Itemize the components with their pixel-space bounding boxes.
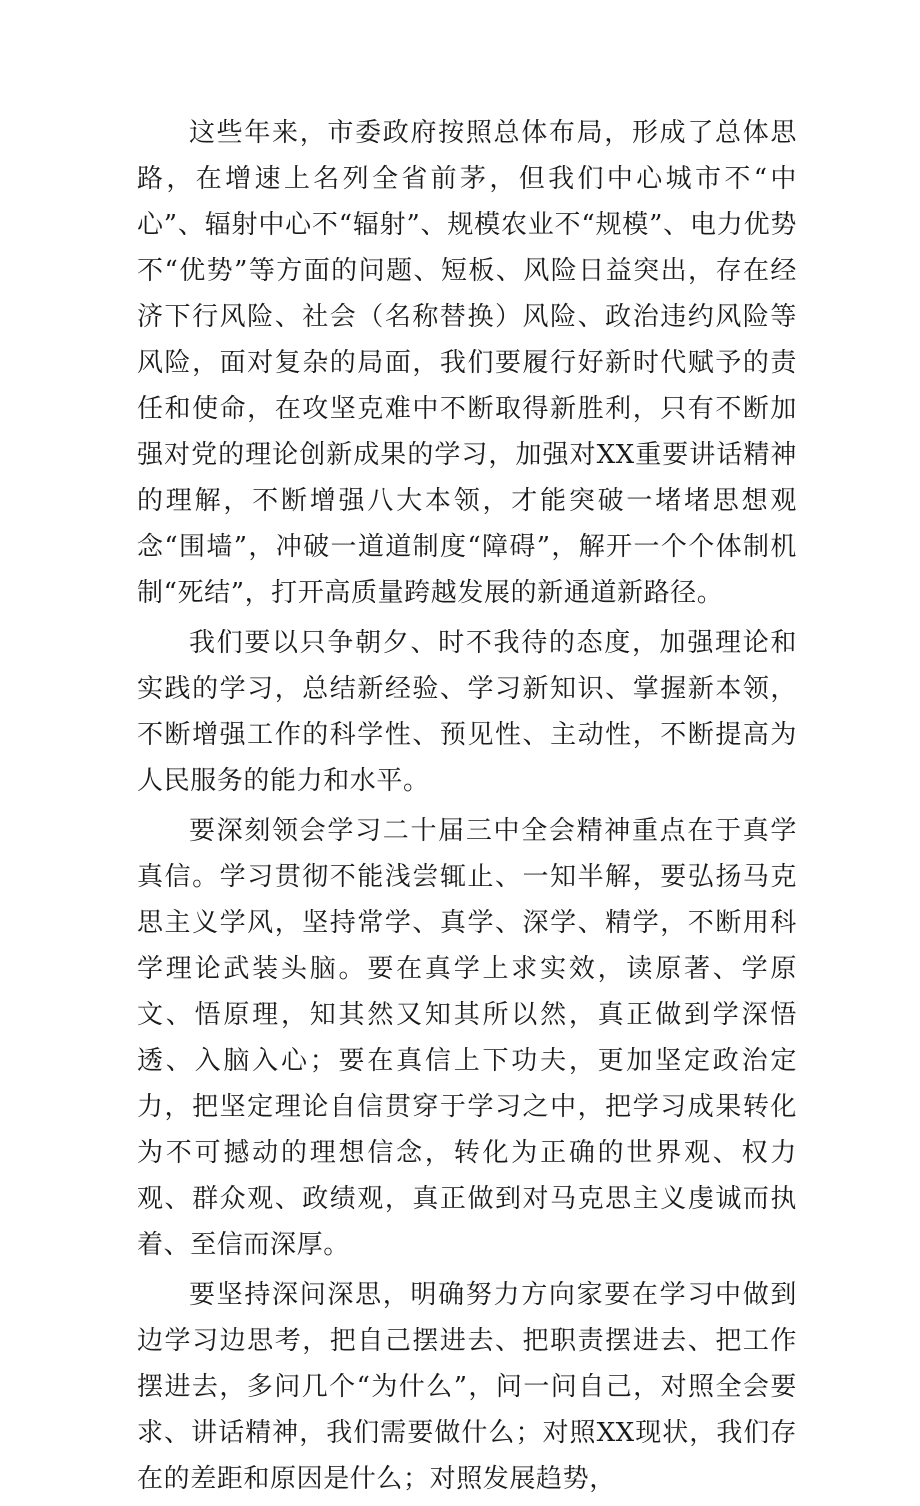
paragraph-2: 我们要以只争朝夕、时不我待的态度，加强理论和实践的学习，总结新经验、学习新知识、掌握新本领，不断增强工作的科学性、预见性、主动性，不断提高为人民服务的能力和水平。 [137,628,797,796]
document-body [137,110,797,1506]
paragraph-4: 要坚持深问深思，明确努力方向家要在学习中做到边学习边思考，把自己摆进去、把职责摆进去、把工作摆进去，多问几个“为什么”，问一问自己，对照全会要求、讲话精神，我们需要做什么；对照XX现状，我们存在的差距和原因是什么；对照发展趋势， [137,1280,797,1494]
paragraph-3: 要深刻领会学习二十届三中全会精神重点在于真学真信。学习贯彻不能浅尝辄止、一知半解，要弘扬马克思主义学风，坚持常学、真学、深学、精学，不断用科学理论武装头脑。要在真学上求实效，读原著、学原文、悟原理，知其然又知其所以然，真正做到学深悟透、入脑入心；要在真信上下功夫，更加坚定政治定力，把坚定理论自信贯穿于学习之中，把学习成果转化为不可撼动的理想信念，转化为正确的世界观、权力观、群众观、政绩观，真正做到对马克思主义虔诚而执着、至信而深厚。 [137,816,797,1260]
paragraph-1: 这些年来，市委政府按照总体布局，形成了总体思路，在增速上名列全省前茅，但我们中心城市不“中心”、辐射中心不“辐射”、规模农业不“规模”、电力优势不“优势”等方面的问题、短板、风险日益突出，存在经济下行风险、社会（名称替换）风险、政治违约风险等风险，面对复杂的局面，我们要履行好新时代赋予的责任和使命，在攻坚克难中不断取得新胜利，只有不断加强对党的理论创新成果的学习，加强对XX重要讲话精神的理解，不断增强八大本领，才能突破一堵堵思想观念“围墙”，冲破一道道制度“障碍”，解开一个个体制机制“死结”，打开高质量跨越发展的新通道新路径。 [137,118,797,608]
